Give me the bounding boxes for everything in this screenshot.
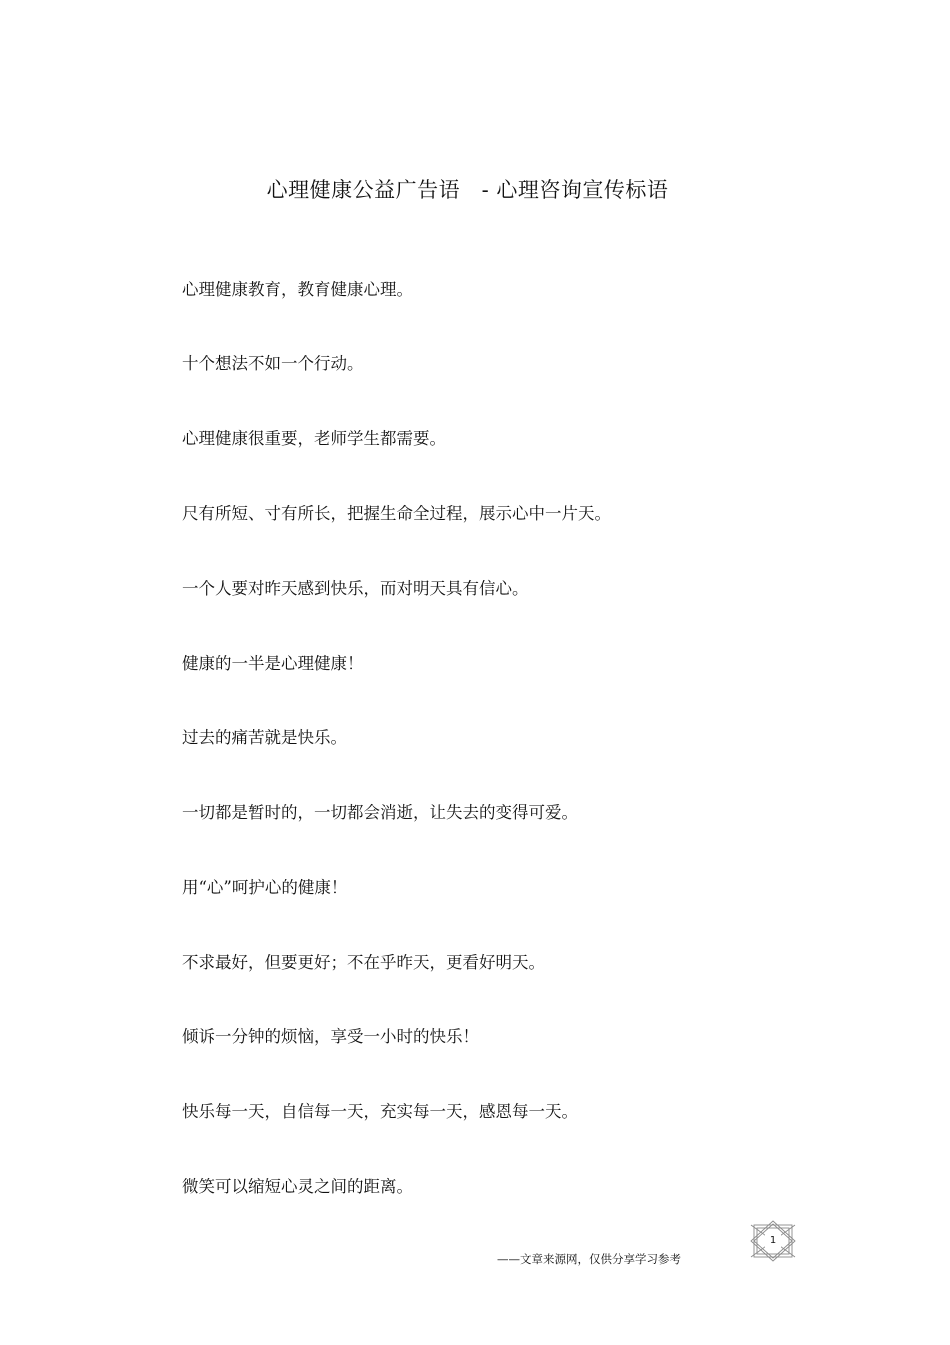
slogan-line: 心理健康教育，教育健康心理。 — [182, 280, 413, 299]
slogan-line: 一切都是暂时的，一切都会消逝，让失去的变得可爱。 — [182, 803, 578, 822]
slogan-line: 用“心”呵护心的健康！ — [182, 878, 348, 897]
slogan-line: 尺有所短、寸有所长，把握生命全过程，展示心中一片天。 — [182, 504, 611, 523]
slogan-line: 不求最好，但要更好；不在乎昨天，更看好明天。 — [182, 953, 545, 972]
slogan-line: 过去的痛苦就是快乐。 — [182, 728, 347, 747]
page-number: 1 — [769, 1235, 777, 1246]
slogan-line: 倾诉一分钟的烦恼，享受一小时的快乐！ — [182, 1027, 479, 1046]
slogan-line: 十个想法不如一个行动。 — [182, 354, 364, 373]
document-title: 心理健康公益广告语 - 心理咨询宣传标语 — [266, 178, 669, 202]
slogan-line: 健康的一半是心理健康！ — [182, 654, 364, 673]
slogan-line: 快乐每一天，自信每一天，充实每一天，感恩每一天。 — [182, 1102, 578, 1121]
slogan-line: 一个人要对昨天感到快乐，而对明天具有信心。 — [182, 579, 529, 598]
footer-source-note: ——文章来源网，仅供分享学习参考 — [497, 1252, 681, 1266]
slogan-line: 微笑可以缩短心灵之间的距离。 — [182, 1177, 413, 1196]
slogan-line: 心理健康很重要，老师学生都需要。 — [182, 429, 446, 448]
page-number-badge — [748, 1220, 798, 1262]
